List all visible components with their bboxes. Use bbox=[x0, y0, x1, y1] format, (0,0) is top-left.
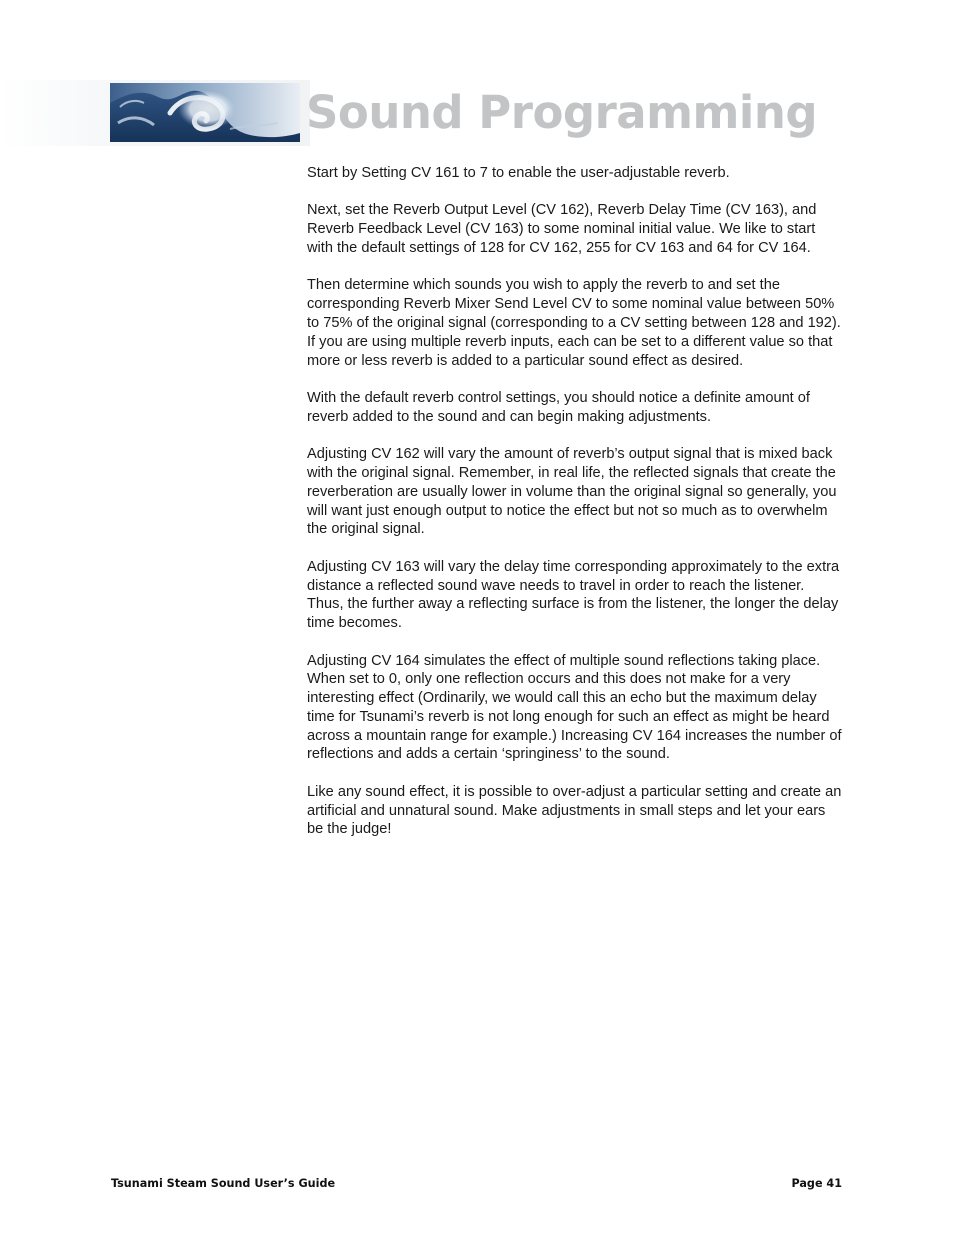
paragraph-cv163: Adjusting CV 163 will vary the delay time corresponding approximately to the extra distance a reflected sound wave needs to travel in order to reach the listener. Thus, the further away a reflecting surface is from the listener, the longer the delay time becomes. bbox=[307, 558, 840, 632]
paragraph-mixer-send-level: Then determine which sounds you wish to apply the reverb to and set the corresponding Reverb Mixer Send Level CV to some nominal value between 50% to 75% of the original signal (corresponding to a CV setting between 128 and 192). If you are using multiple reverb inputs, each can be set to a different value so that more or less reverb is added to a particular sound effect as desired. bbox=[307, 277, 841, 369]
page-header bbox=[0, 80, 954, 146]
paragraph-default-settings: With the default reverb control settings, you should notice a definite amount of reverb added to the sound and can begin making adjustments. bbox=[307, 389, 810, 425]
page-footer bbox=[111, 1175, 842, 1193]
ocean-wave-image bbox=[110, 83, 300, 142]
paragraph-initial-values: Next, set the Reverb Output Level (CV 162), Reverb Delay Time (CV 163), and Reverb Feedback Level (CV 163) to some nominal initial value. We like to start with the default settings of 128 for CV 162, 255 for CV 163 and 64 for CV 164. bbox=[307, 202, 817, 256]
paragraph-enable-reverb: Start by Setting CV 161 to 7 to enable the user-adjustable reverb. bbox=[307, 165, 730, 181]
body-text bbox=[307, 164, 843, 858]
paragraph-cv162: Adjusting CV 162 will vary the amount of reverb’s output signal that is mixed back with the original signal. Remember, in real life, the reflected signals that create the reverberation are usually lower in volume than the original signal so generally, you will want just enough output to notice the effect but not so much as to overwhelm the original signal. bbox=[307, 446, 837, 538]
page-title: Sound Programming bbox=[306, 86, 818, 139]
footer-guide-title: Tsunami Steam Sound User’s Guide bbox=[111, 1177, 336, 1190]
footer-page-number: Page 41 bbox=[791, 1177, 842, 1190]
paragraph-cv164: Adjusting CV 164 simulates the effect of multiple sound reflections taking place. When set to 0, only one reflection occurs and this does not make for a very interesting effect (Ordinarily, we would call this an echo but the maximum delay time for Tsunami’s reverb is not long enough for such an effect as might be heard across a mountain range for example.) Increasing CV 164 increases the number of reflections and adds a certain ‘springiness’ to the sound. bbox=[307, 652, 842, 763]
paragraph-closing: Like any sound effect, it is possible to over-adjust a particular setting and create an artificial and unnatural sound. Make adjustments in small steps and let your ears be the judge! bbox=[307, 783, 842, 838]
